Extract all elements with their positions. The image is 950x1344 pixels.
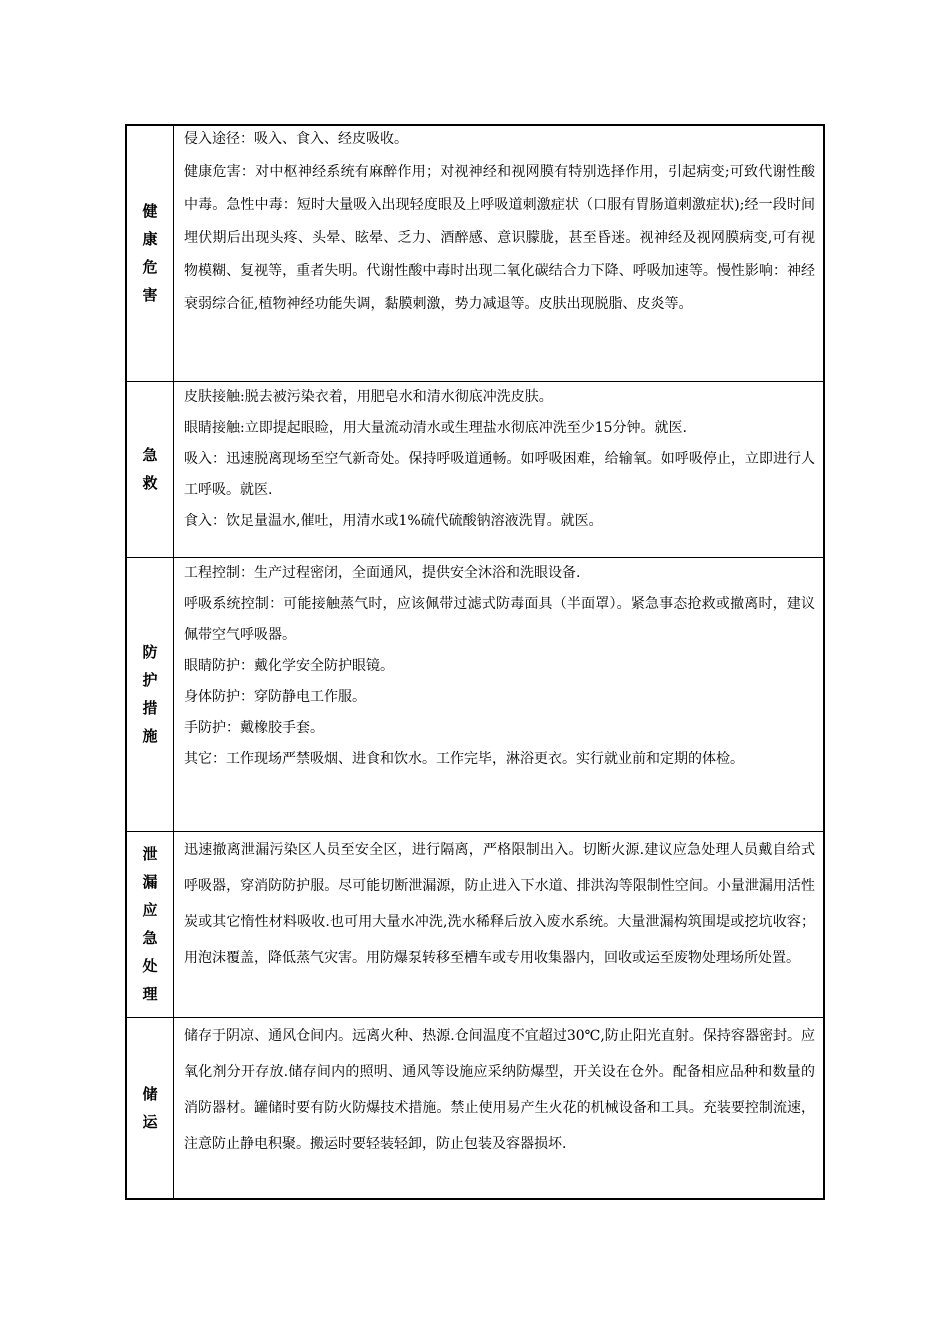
label-char: 储: [142, 1084, 158, 1103]
section-content: [174, 557, 825, 831]
section-health-hazard: [126, 125, 824, 381]
label-char: 急: [142, 446, 158, 464]
label-char: 泄: [142, 845, 158, 863]
paragraph: 储存于阴凉、通风仓间内。远离火种、热源.仓间温度不宜超过30℃,防止阳光直射。保持容器密封。应氧化剂分开存放.储存间内的照明、通风等设施应采纳防爆型，开关设在仓外。配备相应品种和数量的消防器材。罐储时要有防火防爆技术措施。禁止使用易产生火花的机械设备和工具。充装要控制流速，注意防止静电积聚。搬运时要轻装轻卸，防止包装及容器损坏.: [184, 1027, 815, 1152]
paragraph: 身体防护：穿防静电工作服。: [184, 688, 366, 705]
paragraph: 吸入：迅速脱离现场至空气新奇处。保持呼吸道通畅。如呼吸困难，给输氧。如呼吸停止，立即进行人工呼吸。就医.: [184, 450, 815, 498]
section-content: [174, 381, 825, 557]
paragraph: 眼睛防护：戴化学安全防护眼镜。: [184, 657, 394, 674]
paragraph: 其它：工作现场严禁吸烟、进食和饮水。工作完毕，淋浴更衣。实行就业前和定期的体检。: [184, 750, 744, 767]
paragraph: 皮肤接触:脱去被污染衣着，用肥皂水和清水彻底冲洗皮肤。: [184, 388, 553, 405]
label-char: 处: [142, 957, 158, 975]
label-char: 急: [142, 929, 158, 947]
section-label: [126, 557, 174, 831]
section-content: [174, 1017, 825, 1199]
paragraph: 食入：饮足量温水,催吐，用清水或1%硫代硫酸钠溶液洗胃。就医。: [184, 512, 603, 529]
section-content: [174, 831, 825, 1017]
label-char: 防: [142, 643, 158, 661]
paragraph: 侵入途径：吸入、食入、经皮吸收。: [184, 131, 408, 147]
label-char: 理: [142, 985, 158, 1003]
paragraph: 工程控制：生产过程密闭，全面通风，提供安全沐浴和洗眼设备.: [184, 564, 581, 581]
section-first-aid: [126, 381, 824, 557]
paragraph: 健康危害：对中枢神经系统有麻醉作用；对视神经和视网膜有特别选择作用，引起病变;可致代谢性酸中毒。急性中毒：短时大量吸入出现轻度眼及上呼吸道刺激症状（口服有胃肠道刺激症状);经一段时间埋伏期后出现头疼、头晕、眩晕、乏力、酒醉感、意识朦胧，甚至昏迷。视神经及视网膜病变,可有视物模糊、复视等，重者失明。代谢性酸中毒时出现二氧化碳结合力下降、呼吸加速等。慢性影响：神经衰弱综合征,植物神经功能失调，黏膜刺激，势力减退等。皮肤出现脱脂、皮炎等。: [184, 164, 815, 312]
msds-table: [125, 124, 825, 1200]
section-label: [126, 831, 174, 1017]
label-char: 应: [142, 901, 158, 919]
label-char: 救: [142, 474, 158, 492]
label-char: 施: [142, 727, 158, 745]
section-storage-transport: [126, 1017, 824, 1199]
label-char: 健: [142, 202, 158, 221]
section-label: [126, 125, 174, 381]
section-leak-response: [126, 831, 824, 1017]
section-label: [126, 381, 174, 557]
label-char: 康: [142, 230, 158, 249]
paragraph: 呼吸系统控制：可能接触蒸气时，应该佩带过滤式防毒面具（半面罩）。紧急事态抢救或撤离时，建议佩带空气呼吸器。: [184, 595, 815, 643]
label-char: 护: [142, 671, 158, 689]
label-char: 运: [142, 1112, 158, 1131]
paragraph: 迅速撤离泄漏污染区人员至安全区，进行隔离，严格限制出入。切断火源.建议应急处理人员戴自给式呼吸器，穿消防防护服。尽可能切断泄漏源，防止进入下水道、排洪沟等限制性空间。小量泄漏用活性炭或其它惰性材料吸收.也可用大量水冲洗,洗水稀释后放入废水系统。大量泄漏构筑围堤或挖坑收容；用泡沫覆盖，降低蒸气灾害。用防爆泵转移至槽车或专用收集器内，回收或运至废物处理场所处置。: [184, 841, 815, 966]
label-char: 危: [142, 258, 158, 277]
label-char: 害: [142, 286, 158, 305]
section-protection: [126, 557, 824, 831]
paragraph: 眼睛接触:立即提起眼睑，用大量流动清水或生理盐水彻底冲洗至少15分钟。就医.: [184, 419, 687, 436]
section-label: [126, 1017, 174, 1199]
section-content: [174, 125, 825, 381]
paragraph: 手防护：戴橡胶手套。: [184, 719, 324, 736]
label-char: 漏: [142, 873, 158, 891]
label-char: 措: [142, 699, 158, 717]
